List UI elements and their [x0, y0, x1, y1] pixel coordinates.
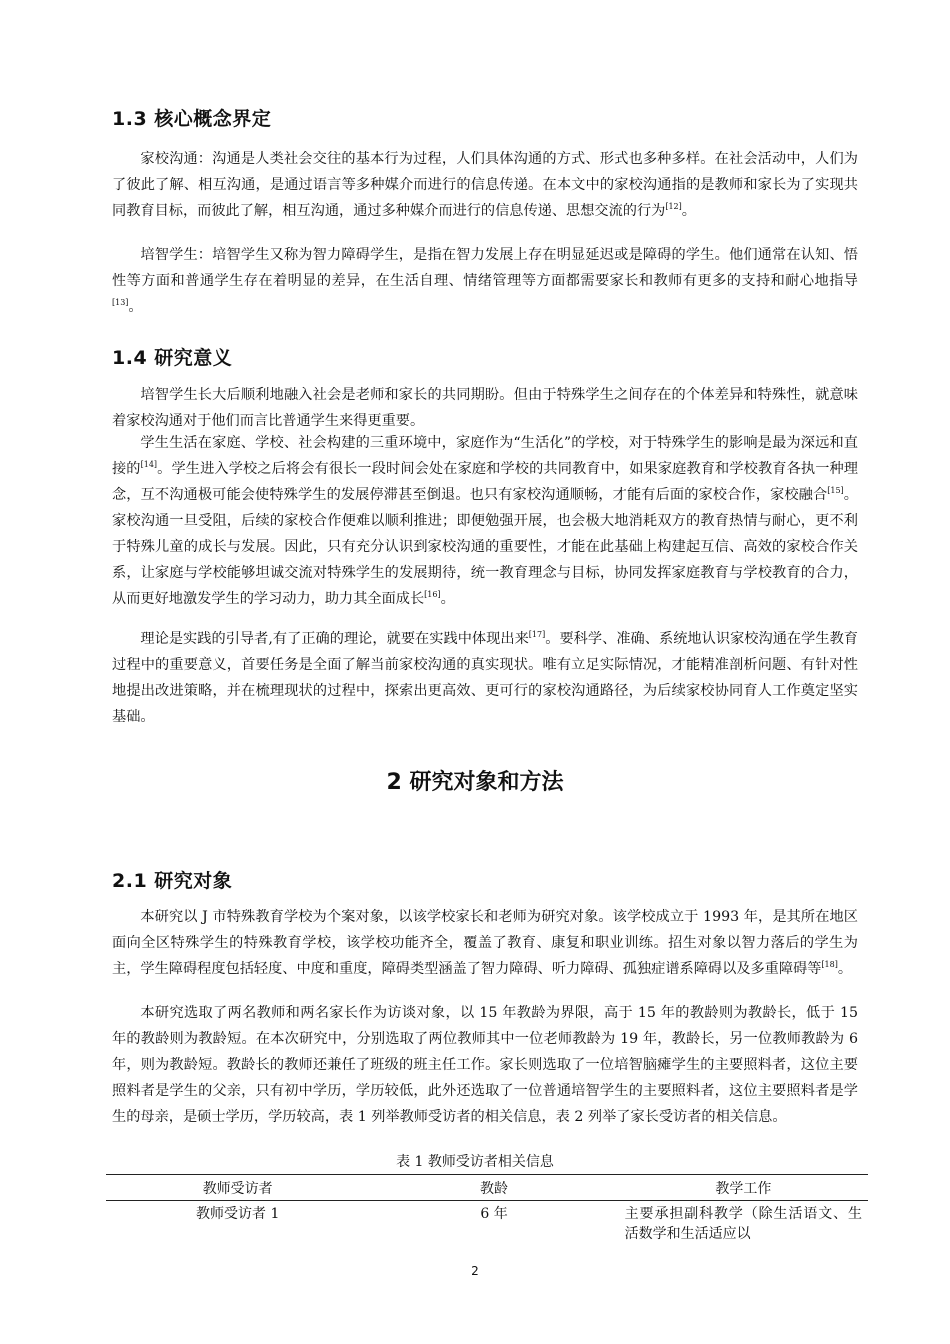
teacher-interviewee-table: [106, 1174, 868, 1247]
punctuation: 。: [837, 961, 853, 977]
table-header-row: [106, 1175, 868, 1201]
citation-ref: [18]: [821, 960, 838, 969]
column-header: 教龄: [369, 1175, 618, 1201]
section-heading-2-1: 2.1 研究对象: [112, 870, 233, 892]
chapter-heading-2: 2 研究对象和方法: [386, 770, 564, 795]
paragraph-home-school-communication: [112, 146, 858, 224]
citation-ref: [16]: [424, 590, 441, 599]
citation-ref: [15]: [827, 486, 844, 495]
paragraph-text: 。要科学、准确、系统地认识家校沟通在学生教育过程中的重要意义，首要任务是全面了解当前家校沟通的真实现状。唯有立足实际情况，才能精准剖析问题、有针对性地提出改进策略，并在梳理现状的过程中，探索出更高效、更可行的家校沟通路径，为后续家校协同育人工作奠定坚实基础。: [112, 631, 858, 725]
paragraph-research-significance-2: [112, 430, 858, 612]
citation-ref: [12]: [665, 202, 682, 211]
paragraph-research-object-2: 本研究选取了两名教师和两名家长作为访谈对象，以 15 年教龄为界限，高于 15 年的教龄则为教龄长，低于 15 年的教龄则为教龄短。在本次研究中，分别选取了两位教师其中一位老师教龄为 19 年，教龄长，另一位教师教龄为 6 年，则为教龄短。教龄长的教师还兼任了班级的班主任工作。家长则选取了一位培智脑瘫学生的主要照料者，这位主要照料者是学生的父亲，只有初中学历，学历较低，此外还选取了一位普通培智学生的主要照料者，这位主要照料者是学生的母亲，是硕士学历，学历较高，表 1 列举教师受访者的相关信息，表 2 列举了家长受访者的相关信息。: [112, 1005, 858, 1125]
citation-ref: [14]: [140, 460, 158, 469]
paragraph-intellectual-disability-students: [112, 242, 858, 320]
paragraph-text: 培智学生：培智学生又称为智力障碍学生，是指在智力发展上存在明显延迟或是障碍的学生。他们通常在认知、悟性等方面和普通学生存在着明显的差异，在生活自理、情绪管理等方面都需要家长和教师有更多的支持和耐心地指导: [112, 247, 858, 289]
section-heading-1-3: 1.3 核心概念界定: [112, 108, 272, 130]
paragraph-text: 。家校沟通一旦受阻，后续的家校合作便难以顺利推进；即便勉强开展，也会极大地消耗双方的教育热情与耐心，更不利于特殊儿童的成长与发展。因此，只有充分认识到家校沟通的重要性，才能在此基础上构建起互信、高效的家校合作关系，让家庭与学校能够坦诚交流对特殊学生的发展期待，统一教育理念与目标，协同发挥家庭教育与学校教育的合力，从而更好地激发学生的学习动力，助力其全面成长: [112, 487, 858, 607]
column-header: 教师受访者: [106, 1175, 369, 1201]
table-row: [106, 1201, 868, 1248]
table-cell: 6 年: [480, 1206, 508, 1222]
page-number: 2: [471, 1264, 479, 1278]
punctuation: 。: [440, 591, 455, 607]
paragraph-text: 理论是实践的引导者,有了正确的理论，就要在实践中体现出来: [140, 631, 529, 647]
paragraph-text: 家校沟通：沟通是人类社会交往的基本行为过程，人们具体沟通的方式、形式也多种多样。在社会活动中，人们为了彼此了解、相互沟通，是通过语言等多种媒介而进行的信息传递。在本文中的家校沟通指的是教师和家长为了实现共同教育目标，而彼此了解，相互沟通，通过多种媒介而进行的信息传递、思想交流的行为: [112, 151, 858, 219]
table-cell: 主要承担副科教学（除生活语文、生活数学和生活适应以: [624, 1206, 862, 1242]
paragraph-research-significance-1: 培智学生长大后顺利地融入社会是老师和家长的共同期盼。但由于特殊学生之间存在的个体差异和特殊性，就意味着家校沟通对于他们而言比普通学生来得更重要。: [112, 387, 858, 429]
section-heading-1-4: 1.4 研究意义: [112, 347, 233, 369]
paragraph-text: 本研究以 J 市特殊教育学校为个案对象，以该学校家长和老师为研究对象。该学校成立于 1993 年，是其所在地区面向全区特殊学生的特殊教育学校，该学校功能齐全，覆盖了教育、康复和职业训练。招生对象以智力落后的学生为主，学生障碍程度包括轻度、中度和重度，障碍类型涵盖了智力障碍、听力障碍、孤独症谱系障碍以及多重障碍等: [112, 909, 858, 977]
paragraph-text: 学生生活在家庭、学校、社会构建的三重环境中，家庭作为“生活化”的学校，对于特殊学生的影响是最为深远和直接的: [112, 435, 858, 477]
punctuation: 。: [128, 299, 143, 315]
column-header: 教学工作: [619, 1175, 868, 1201]
table-caption: 表 1 教师受访者相关信息: [396, 1154, 554, 1170]
table-cell: 教师受访者 1: [196, 1206, 280, 1222]
paragraph-research-significance-3: [112, 626, 858, 730]
punctuation: 。: [681, 203, 696, 219]
citation-ref: [17]: [528, 630, 546, 639]
paragraph-research-object-1: [112, 904, 858, 982]
citation-ref: [13]: [112, 298, 129, 307]
paragraph-text: 。学生进入学校之后将会有很长一段时间会处在家庭和学校的共同教育中，如果家庭教育和学校教育各执一种理念，互不沟通极可能会使特殊学生的发展停滞甚至倒退。也只有家校沟通顺畅，才能有后面的家校合作，家校融合: [112, 461, 858, 503]
